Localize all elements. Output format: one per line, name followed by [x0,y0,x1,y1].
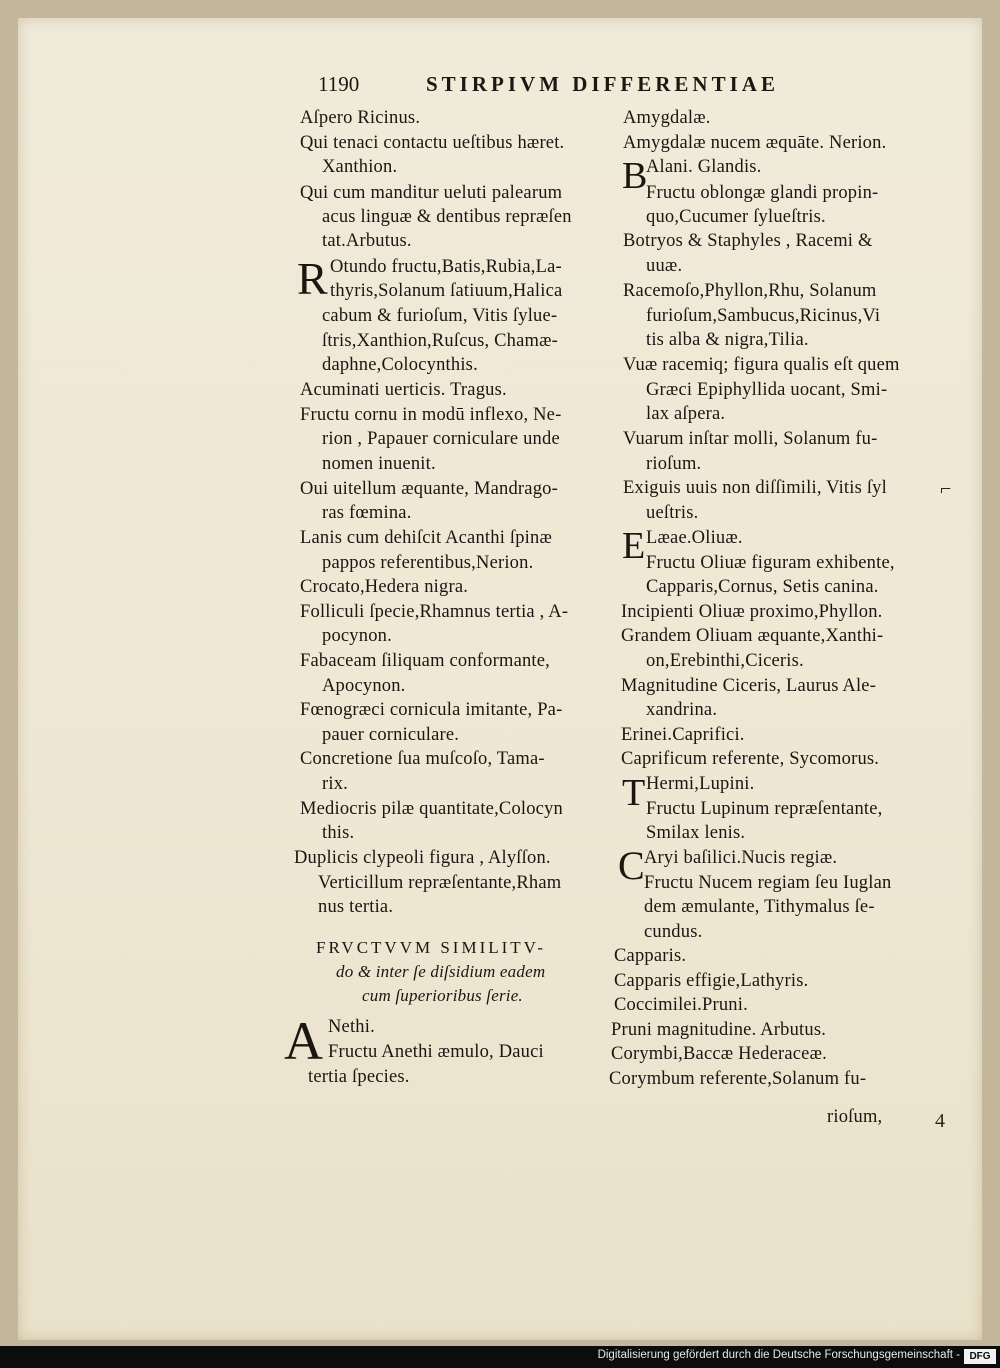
text-line: lax aſpera. [646,404,726,424]
text-line: Grandem Oliuam æquante,Xanthi- [621,626,884,646]
running-title: STIRPIVM DIFFERENTIAE [426,72,779,96]
text-line: Nethi. [328,1017,375,1037]
text-line: Fructu Anethi æmulo, Dauci [328,1042,544,1062]
text-line: Amygdalæ. [623,108,711,128]
drop-capital: T [622,772,646,814]
digitization-credit: Digitalisierung gefördert durch die Deutsche Forschungsgemeinschaft - [597,1349,960,1361]
text-line: thyris,Solanum ſatiuum,Halica [330,281,563,301]
text-line: Otundo fructu,Batis,Rubia,La- [330,257,562,277]
drop-capital: R [297,253,328,304]
text-line: Capparis effigie,Lathyris. [614,971,809,991]
text-line: ſtris,Xanthion,Ruſcus, Chamæ- [322,331,559,351]
text-line: Vuæ racemiq; figura qualis eſt quem [623,355,900,375]
text-line: Corymbi,Baccæ Hederaceæ. [611,1044,827,1064]
text-line: tat.Arbutus. [322,231,412,251]
text-line: Verticillum repræſentante,Rham [318,873,562,893]
text-line: furioſum,Sambucus,Ricinus,Vi [646,306,881,326]
text-line: Fructu Oliuæ figuram exhibente, [646,553,895,573]
text-line: cundus. [644,922,703,942]
text-line: pappos referentibus,Nerion. [322,553,534,573]
text-line: Vuarum inſtar molli, Solanum fu- [623,429,878,449]
text-line: Duplicis clypeoli figura , Alyſſon. [294,848,551,868]
text-line: Folliculi ſpecie,Rhamnus tertia , A- [300,602,569,622]
text-line: Exiguis uuis non diſſimili, Vitis ſyl [623,478,887,498]
text-line: nus tertia. [318,897,394,917]
text-line: quo,Cucumer ſylueſtris. [646,207,826,227]
text-line: dem æmulante, Tithymalus ſe- [644,897,875,917]
text-line: daphne,Colocynthis. [322,355,478,375]
text-line: pauer corniculare. [322,725,460,745]
text-line: Lanis cum dehiſcit Acanthi ſpinæ [300,528,552,548]
drop-capital: B [622,155,648,197]
text-line: Hermi,Lupini. [646,774,755,794]
text-line: Qui tenaci contactu ueſtibus hæret. [300,133,565,153]
text-line: rix. [322,774,348,794]
text-line: this. [322,823,355,843]
text-line: tis alba & nigra,Tilia. [646,330,809,350]
text-line: Græci Epiphyllida uocant, Smi- [646,380,888,400]
footer-bar [0,1346,1000,1368]
text-line: Caprificum referente, Sycomorus. [621,749,880,769]
text-line: Capparis,Cornus, Setis canina. [646,577,879,597]
text-line: Coccimilei.Pruni. [614,995,748,1015]
section-subheading: do & inter ſe diſsidium eadem [336,962,546,981]
text-line: Fructu Lupinum repræſentante, [646,799,883,819]
text-line: Oui uitellum æquante, Mandrago- [300,479,558,499]
text-line: Læae.Oliuæ. [646,528,743,548]
text-line: Aryi baſilici.Nucis regiæ. [644,848,838,868]
margin-arrow-mark: ⌐ [940,478,952,500]
text-line: Mediocris pilæ quantitate,Colocyn [300,799,563,819]
text-line: Acuminati uerticis. Tragus. [300,380,507,400]
catchword: rioſum, [827,1107,883,1127]
drop-capital: C [618,843,645,888]
text-line: on,Erebinthi,Ciceris. [646,651,804,671]
text-line: Pruni magnitudine. Arbutus. [611,1020,827,1040]
text-line: Aſpero Ricinus. [300,108,421,128]
text-line: tertia ſpecies. [308,1067,410,1087]
text-line: Concretione ſua muſcoſo, Tama- [300,749,545,769]
drop-capital: A [284,1011,323,1071]
text-line: pocynon. [322,626,392,646]
text-line: Corymbum referente,Solanum fu- [609,1069,867,1089]
text-line: Amygdalæ nucem æquāte. Nerion. [623,133,887,153]
text-line: rioſum. [646,454,702,474]
section-heading: FRVCTVVM SIMILITV- [316,938,547,957]
text-line: cabum & furioſum, Vitis ſylue- [322,306,558,326]
text-line: Botryos & Staphyles , Racemi & [623,231,873,251]
text-line: Apocynon. [322,676,406,696]
text-line: Fabaceam ſiliquam conformante, [300,651,551,671]
text-line: ueſtris. [646,503,699,523]
text-line: Smilax lenis. [646,823,746,843]
signature-mark: 4 [935,1110,945,1132]
text-line: Fœnogræci cornicula imitante, Pa- [300,700,563,720]
text-line: Capparis. [614,946,687,966]
text-line: Erinei.Caprifici. [621,725,745,745]
text-line: rion , Papauer corniculare unde [322,429,560,449]
text-line: xandrina. [646,700,718,720]
text-line: acus linguæ & dentibus repræſen [322,207,572,227]
section-subheading: cum ſuperioribus ſerie. [362,986,523,1005]
text-line: Xanthion. [322,157,398,177]
text-line: Incipienti Oliuæ proximo,Phyllon. [621,602,883,622]
text-line: uuæ. [646,256,683,276]
text-line: Crocato,Hedera nigra. [300,577,469,597]
text-line: nomen inuenit. [322,454,436,474]
text-line: Magnitudine Ciceris, Laurus Ale- [621,676,877,696]
text-line: Fructu cornu in modū inflexo, Ne- [300,405,562,425]
text-line: Alani. Glandis. [646,157,762,177]
text-line: Fructu oblongæ glandi propin- [646,183,879,203]
text-line: ras fœmina. [322,503,412,523]
text-line: Fructu Nucem regiam ſeu Iuglan [644,873,892,893]
page-number: 1190 [318,72,360,96]
drop-capital: E [622,525,646,567]
dfg-logo: DFG [964,1349,996,1364]
text-line: Qui cum manditur ueluti palearum [300,183,563,203]
text-line: Racemoſo,Phyllon,Rhu, Solanum [623,281,877,301]
